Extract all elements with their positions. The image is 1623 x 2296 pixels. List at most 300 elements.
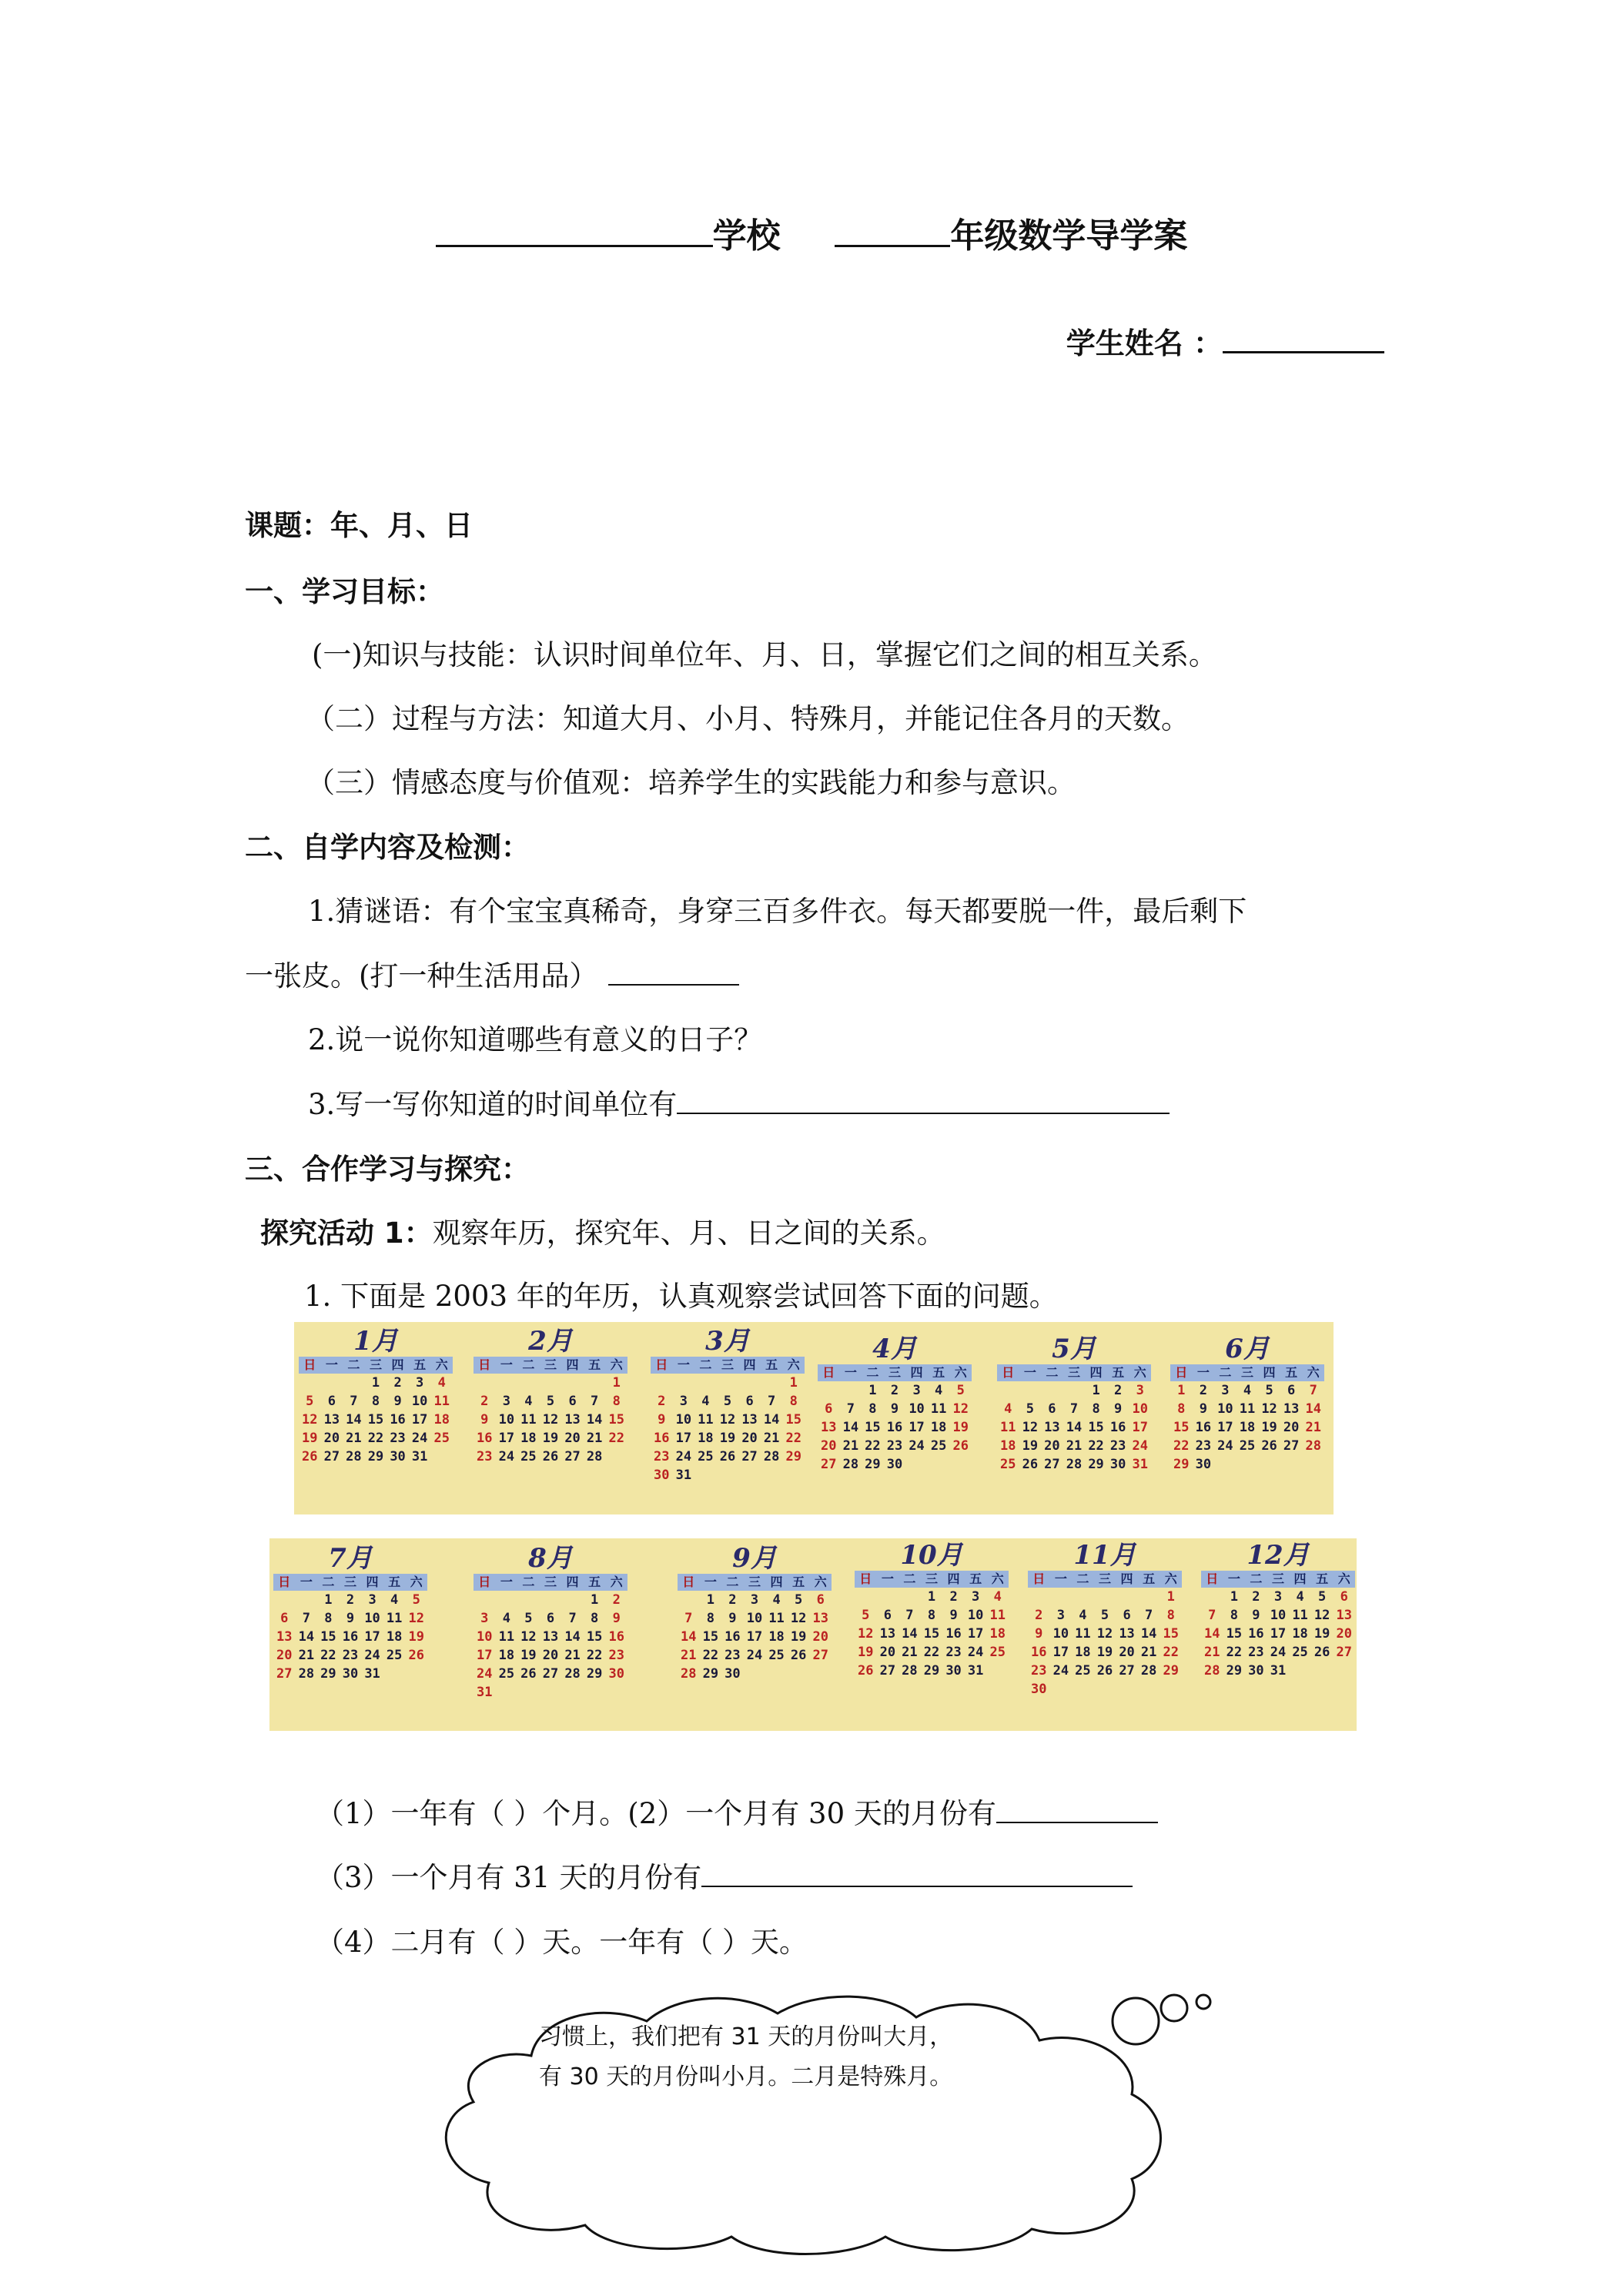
calendar-day: 19 <box>542 1431 559 1446</box>
calendar-day: 25 <box>1239 1438 1256 1454</box>
calendar-day: 6 <box>327 1394 336 1409</box>
calendar-day: 8 <box>591 1611 599 1626</box>
activity-text: 观察年历，探究年、月、日之间的关系。 <box>432 1217 945 1250</box>
calendar-day: 24 <box>1052 1663 1069 1678</box>
month-title: 10月 <box>900 1540 963 1571</box>
calendar-day: 11 <box>433 1394 450 1409</box>
calendar-day: 29 <box>320 1666 336 1682</box>
weekday-label: 六 <box>814 1575 827 1589</box>
activity-label: 探究活动 1： <box>260 1217 433 1250</box>
calendar-day: 10 <box>675 1412 692 1427</box>
weekday-label: 日 <box>1002 1365 1015 1380</box>
empty-day-cell <box>694 1374 717 1392</box>
question-3-calendar-text: （3）一个月有 31 天的月份有 <box>316 1861 702 1894</box>
weekday-header <box>997 1364 1151 1381</box>
calendar-day: 9 <box>346 1611 355 1626</box>
calendar-day: 20 <box>1336 1626 1352 1642</box>
calendar-day: 12 <box>408 1611 424 1626</box>
question-2: 2.说一说你知道哪些有意义的日子？ <box>308 1023 763 1056</box>
calendar-day: 19 <box>719 1431 736 1446</box>
weekday-header <box>474 1574 627 1591</box>
weekday-label: 六 <box>410 1575 423 1589</box>
calendar-day: 13 <box>741 1412 758 1427</box>
calendar-day: 17 <box>364 1629 380 1645</box>
calendar-day: 17 <box>746 1629 763 1645</box>
month-calendar <box>855 1540 1009 1680</box>
calendar-day: 28 <box>564 1666 581 1682</box>
weekday-label: 一 <box>1023 1365 1036 1380</box>
month-days <box>474 1374 627 1466</box>
empty-day-cell <box>299 1374 321 1392</box>
calendar-day: 2 <box>890 1383 899 1398</box>
weekday-label: 二 <box>726 1575 739 1589</box>
empty-day-cell <box>1094 1588 1116 1606</box>
weekday-label: 四 <box>770 1575 783 1589</box>
calendar-day: 11 <box>520 1412 537 1427</box>
calendar-day: 15 <box>923 1626 940 1642</box>
calendar-day: 29 <box>865 1457 881 1472</box>
calendar-day: 3 <box>1136 1383 1144 1398</box>
calendar-day: 17 <box>1052 1645 1069 1660</box>
calendar-day: 20 <box>564 1431 581 1446</box>
weekday-label: 五 <box>765 1357 778 1372</box>
calendar-day: 7 <box>568 1611 577 1626</box>
calendar-day: 13 <box>542 1629 559 1645</box>
calendar-day: 21 <box>1305 1420 1321 1435</box>
calendar-day: 2 <box>612 1592 621 1608</box>
calendar-day: 23 <box>886 1438 903 1454</box>
calendar-day: 1 <box>371 1375 380 1391</box>
weekday-label: 四 <box>566 1357 579 1372</box>
weekday-label: 三 <box>748 1575 761 1589</box>
calendar-day: 17 <box>1217 1420 1233 1435</box>
empty-day-cell <box>496 1591 518 1609</box>
calendar-day: 16 <box>724 1629 741 1645</box>
calendar-day: 23 <box>1195 1438 1212 1454</box>
calendar-day: 26 <box>790 1648 807 1663</box>
calendar-day: 24 <box>477 1666 493 1682</box>
school-blank[interactable] <box>436 216 713 247</box>
weekday-label: 五 <box>413 1357 427 1372</box>
activity-1 <box>260 1210 945 1251</box>
question-1-2-text: （1）一年有（ ）个月。(2）一个月有 30 天的月份有 <box>316 1797 996 1830</box>
calendar-day: 4 <box>1079 1608 1087 1623</box>
grade-blank[interactable] <box>835 216 950 247</box>
calendar-day: 18 <box>1075 1645 1091 1660</box>
calendar-day: 13 <box>1283 1401 1300 1417</box>
calendar-day: 1 <box>1177 1383 1186 1398</box>
weekday-label: 三 <box>1240 1365 1253 1380</box>
calendar-day: 18 <box>1239 1420 1256 1435</box>
calendar-day: 6 <box>1287 1383 1296 1398</box>
calendar-day: 15 <box>785 1412 801 1427</box>
calendar-day: 21 <box>842 1438 859 1454</box>
calendar-day: 23 <box>390 1431 406 1446</box>
weekday-label: 二 <box>522 1575 535 1589</box>
calendar-day: 27 <box>542 1666 559 1682</box>
calendar-day: 22 <box>1173 1438 1190 1454</box>
weekday-label: 一 <box>844 1365 857 1380</box>
weekday-label: 四 <box>1263 1365 1276 1380</box>
calendar-day: 13 <box>1044 1420 1060 1435</box>
calendar-day: 30 <box>1031 1682 1047 1697</box>
calendar-day: 12 <box>302 1412 318 1427</box>
calendar-day: 13 <box>821 1420 837 1435</box>
calendar-day: 23 <box>945 1645 962 1660</box>
month-title: 5月 <box>1052 1334 1096 1364</box>
weekday-label: 一 <box>704 1575 717 1589</box>
calendar-day: 24 <box>1132 1438 1148 1454</box>
calendar-day: 11 <box>930 1401 947 1417</box>
month-title: 8月 <box>528 1543 573 1574</box>
calendar-day: 15 <box>367 1412 384 1427</box>
calendar-day: 28 <box>763 1449 780 1464</box>
calendar-day: 11 <box>1000 1420 1016 1435</box>
calendar-day: 5 <box>795 1592 803 1608</box>
calendar-day: 19 <box>952 1420 969 1435</box>
month-days <box>273 1591 427 1683</box>
calendar-day: 8 <box>1166 1608 1175 1623</box>
calendar-day: 30 <box>608 1666 624 1682</box>
section1-heading: 一、学习目标： <box>245 575 444 608</box>
calendar-day: 19 <box>1096 1645 1113 1660</box>
calendar-day: 7 <box>846 1401 855 1417</box>
weekday-label: 三 <box>369 1357 382 1372</box>
calendar-day: 8 <box>706 1611 714 1626</box>
empty-day-cell <box>1201 1588 1223 1606</box>
month-days <box>1201 1588 1355 1680</box>
calendar-day: 6 <box>816 1592 825 1608</box>
calendar-day: 23 <box>1248 1645 1264 1660</box>
student-name-row <box>1066 320 1384 362</box>
weekday-label: 二 <box>522 1357 535 1372</box>
calendar-day: 26 <box>542 1449 559 1464</box>
weekday-label: 日 <box>478 1357 491 1372</box>
calendar-day: 28 <box>681 1666 697 1682</box>
weekday-label: 五 <box>1143 1571 1156 1586</box>
calendar-day: 20 <box>812 1629 828 1645</box>
calendar-day: 21 <box>1204 1645 1220 1660</box>
calendar-day: 18 <box>386 1629 403 1645</box>
topic-heading: 课题：年、月、日 <box>245 509 473 542</box>
weekday-label: 六 <box>1133 1365 1146 1380</box>
calendar-day: 24 <box>909 1438 925 1454</box>
calendar-day: 5 <box>1318 1589 1327 1605</box>
calendar-day: 18 <box>498 1648 515 1663</box>
weekday-label: 一 <box>677 1357 690 1372</box>
weekday-label: 一 <box>500 1575 513 1589</box>
weekday-label: 日 <box>1032 1571 1046 1586</box>
weekday-label: 六 <box>954 1365 967 1380</box>
calendar-day: 9 <box>480 1412 489 1427</box>
calendar-day: 16 <box>654 1431 670 1446</box>
empty-day-cell <box>1050 1588 1073 1606</box>
weekday-label: 六 <box>991 1571 1004 1586</box>
calendar-day: 8 <box>1230 1608 1238 1623</box>
weekday-label: 日 <box>1175 1365 1188 1380</box>
riddle-line-2-text: 一张皮。(打一种生活用品） <box>245 959 598 992</box>
weekday-label: 四 <box>910 1365 923 1380</box>
empty-day-cell <box>899 1588 921 1606</box>
student-name-blank[interactable] <box>1223 322 1384 353</box>
calendar-day: 4 <box>935 1383 943 1398</box>
calendar-day: 4 <box>502 1611 510 1626</box>
calendar-day: 16 <box>342 1629 359 1645</box>
calendar-day: 28 <box>1204 1663 1220 1678</box>
calendar-day: 26 <box>858 1663 874 1678</box>
goal-item-3: （三）情感态度与价值观：培养学生的实践能力和参与意识。 <box>306 766 1076 799</box>
calendar-day: 10 <box>477 1629 493 1645</box>
calendar-day: 2 <box>728 1592 737 1608</box>
calendar-day: 23 <box>654 1449 670 1464</box>
calendar-day: 27 <box>276 1666 293 1682</box>
calendar-day: 20 <box>821 1438 837 1454</box>
calendar-day: 7 <box>905 1608 914 1623</box>
calendar-day: 9 <box>393 1394 402 1409</box>
calendar-day: 27 <box>1044 1457 1060 1472</box>
month-calendar <box>997 1334 1151 1474</box>
calendar-day: 6 <box>546 1611 555 1626</box>
weekday-header <box>855 1571 1009 1588</box>
weekday-label: 二 <box>1046 1365 1059 1380</box>
empty-day-cell <box>1028 1588 1050 1606</box>
calendar-day: 22 <box>586 1648 603 1663</box>
month-days <box>1028 1588 1182 1699</box>
calendar-day: 3 <box>502 1394 510 1409</box>
calendar-day: 2 <box>480 1394 489 1409</box>
calendar-day: 2 <box>658 1394 666 1409</box>
calendar-day: 17 <box>967 1626 984 1642</box>
riddle-answer-blank[interactable] <box>608 958 739 986</box>
weekday-label: 一 <box>1196 1365 1210 1380</box>
month-title: 7月 <box>328 1543 373 1574</box>
empty-day-cell <box>517 1591 540 1609</box>
calendar-day: 24 <box>411 1431 428 1446</box>
calendar-day: 21 <box>586 1431 603 1446</box>
page-title <box>0 208 1623 257</box>
goal-item-2: （二）过程与方法：知道大月、小月、特殊月，并能记住各月的天数。 <box>306 702 1190 735</box>
calendar-day: 31 <box>477 1685 493 1700</box>
calendar-day: 21 <box>763 1431 780 1446</box>
calendar-day: 14 <box>1066 1420 1083 1435</box>
calendar-day: 4 <box>1296 1589 1304 1605</box>
weekday-header <box>1201 1571 1355 1588</box>
calendar-day: 27 <box>812 1648 828 1663</box>
empty-day-cell <box>496 1374 518 1392</box>
riddle-line-2 <box>245 952 739 994</box>
empty-day-cell <box>818 1381 840 1400</box>
calendar-day: 22 <box>785 1431 801 1446</box>
calendar-day: 25 <box>433 1431 450 1446</box>
section2-heading: 二、自学内容及检测： <box>245 831 530 864</box>
calendar-day: 22 <box>608 1431 624 1446</box>
calendar-day: 25 <box>386 1648 403 1663</box>
weekday-header <box>299 1357 453 1374</box>
calendar-day: 25 <box>989 1645 1006 1660</box>
calendar-day: 21 <box>1140 1645 1157 1660</box>
calendar-day: 17 <box>411 1412 428 1427</box>
month-calendar <box>818 1334 972 1474</box>
calendar-day: 27 <box>821 1457 837 1472</box>
weekday-label: 四 <box>947 1571 960 1586</box>
calendar-day: 31 <box>1132 1457 1148 1472</box>
calendar-day: 14 <box>842 1420 859 1435</box>
calendar-day: 26 <box>408 1648 424 1663</box>
calendar-day: 2 <box>1199 1383 1207 1398</box>
calendar-day: 8 <box>371 1394 380 1409</box>
calendar-day: 15 <box>1163 1626 1179 1642</box>
bubble-line-1: 习惯上，我们把有 31 天的月份叫大月， <box>539 2023 953 2050</box>
calendar-day: 18 <box>930 1420 947 1435</box>
calendar-day: 29 <box>1173 1457 1190 1472</box>
weekday-label: 日 <box>859 1571 872 1586</box>
month-calendar <box>1028 1540 1182 1699</box>
calendar-day: 8 <box>927 1608 936 1623</box>
calendar-day: 23 <box>1031 1663 1047 1678</box>
calendar-day: 17 <box>498 1431 515 1446</box>
weekday-label: 三 <box>544 1575 557 1589</box>
weekday-header <box>678 1574 832 1591</box>
calendar-day: 25 <box>768 1648 785 1663</box>
empty-day-cell <box>1138 1588 1160 1606</box>
empty-day-cell <box>651 1374 673 1392</box>
calendar-day: 14 <box>346 1412 362 1427</box>
calendar-day: 6 <box>883 1608 892 1623</box>
empty-day-cell <box>673 1374 695 1392</box>
calendar-day: 20 <box>1044 1438 1060 1454</box>
calendar-day: 4 <box>390 1592 399 1608</box>
calendar-day: 14 <box>586 1412 603 1427</box>
month-days <box>678 1591 832 1683</box>
weekday-label: 日 <box>478 1575 491 1589</box>
empty-day-cell <box>1072 1588 1094 1606</box>
calendar-day: 24 <box>746 1648 763 1663</box>
calendar-day: 30 <box>1195 1457 1212 1472</box>
calendar-day: 6 <box>1340 1589 1348 1605</box>
calendar-day: 30 <box>654 1468 670 1483</box>
weekday-label: 二 <box>866 1365 879 1380</box>
calendar-day: 7 <box>768 1394 776 1409</box>
calendar-day: 6 <box>1123 1608 1131 1623</box>
calendar-day: 28 <box>842 1457 859 1472</box>
month-days <box>818 1381 972 1474</box>
calendar-day: 1 <box>789 1375 798 1391</box>
weekday-label: 四 <box>566 1575 579 1589</box>
calendar-day: 31 <box>1270 1663 1287 1678</box>
weekday-label: 日 <box>1206 1571 1219 1586</box>
calendar-day: 22 <box>1163 1645 1179 1660</box>
calendar-day: 4 <box>772 1592 781 1608</box>
thirty-one-day-months-blank[interactable] <box>701 1859 1133 1887</box>
calendar-day: 7 <box>684 1611 693 1626</box>
month-calendar <box>299 1326 453 1466</box>
calendar-day: 25 <box>1075 1663 1091 1678</box>
calendar-day: 11 <box>1292 1608 1308 1623</box>
calendar-day: 26 <box>1022 1457 1039 1472</box>
weekday-label: 一 <box>1227 1571 1240 1586</box>
calendar-day: 26 <box>520 1666 537 1682</box>
calendar-day: 13 <box>812 1611 828 1626</box>
calendar-day: 13 <box>323 1412 340 1427</box>
calendar-day: 4 <box>437 1375 446 1391</box>
empty-day-cell <box>296 1591 318 1609</box>
weekday-label: 日 <box>682 1575 695 1589</box>
calendar-day: 31 <box>411 1449 428 1464</box>
calendar-day: 9 <box>1252 1608 1260 1623</box>
calendar-day: 10 <box>909 1401 925 1417</box>
calendar-day: 22 <box>1088 1438 1104 1454</box>
empty-day-cell <box>761 1374 783 1392</box>
calendar-day: 28 <box>902 1663 918 1678</box>
calendar-day: 28 <box>1305 1438 1321 1454</box>
calendar-day: 27 <box>1336 1645 1352 1660</box>
calendar-day: 10 <box>364 1611 380 1626</box>
calendar-day: 27 <box>564 1449 581 1464</box>
calendar-day: 9 <box>949 1608 958 1623</box>
calendar-day: 22 <box>1226 1645 1243 1660</box>
calendar-day: 17 <box>477 1648 493 1663</box>
thirty-day-months-blank[interactable] <box>996 1796 1158 1823</box>
calendar-day: 9 <box>1199 1401 1207 1417</box>
month-title: 2月 <box>528 1326 573 1357</box>
calendar-day: 17 <box>909 1420 925 1435</box>
calendar-day: 11 <box>698 1412 714 1427</box>
empty-day-cell <box>877 1588 899 1606</box>
calendar-day: 12 <box>790 1611 807 1626</box>
calendar-day: 21 <box>1066 1438 1083 1454</box>
calendar-day: 20 <box>1119 1645 1135 1660</box>
calendar-day: 6 <box>568 1394 577 1409</box>
bubble-line-2: 有 30 天的月份叫小月。二月是特殊月。 <box>539 2063 953 2090</box>
calendar-day: 3 <box>972 1589 980 1605</box>
calendar-day: 7 <box>350 1394 358 1409</box>
calendar-day: 18 <box>698 1431 714 1446</box>
weekday-label: 一 <box>325 1357 338 1372</box>
weekday-label: 五 <box>969 1571 982 1586</box>
calendar-day: 25 <box>930 1438 947 1454</box>
student-label: 学生姓名 ： <box>1066 326 1223 360</box>
calendar-day: 2 <box>393 1375 402 1391</box>
calendar-day: 26 <box>952 1438 969 1454</box>
grade-title: 年级数学导学案 <box>950 216 1188 256</box>
calendar-day: 9 <box>1114 1401 1123 1417</box>
calendar-day: 31 <box>364 1666 380 1682</box>
calendar-day: 23 <box>1109 1438 1126 1454</box>
month-calendar <box>474 1543 627 1702</box>
time-units-blank[interactable] <box>677 1086 1170 1114</box>
bubble-text <box>539 2017 952 2097</box>
weekday-header <box>474 1357 627 1374</box>
calendar-day: 12 <box>858 1626 874 1642</box>
calendar-day: 26 <box>719 1449 736 1464</box>
weekday-header <box>273 1574 427 1591</box>
calendar-day: 1 <box>868 1383 877 1398</box>
calendar-day: 30 <box>1248 1663 1264 1678</box>
calendar-day: 24 <box>498 1449 515 1464</box>
calendar-day: 14 <box>298 1629 315 1645</box>
empty-day-cell <box>561 1374 584 1392</box>
calendar-day: 18 <box>768 1629 785 1645</box>
calendar-day: 5 <box>306 1394 314 1409</box>
calendar-day: 22 <box>923 1645 940 1660</box>
calendar-day: 4 <box>993 1589 1002 1605</box>
calendar-day: 28 <box>586 1449 603 1464</box>
calendar-day: 5 <box>1265 1383 1273 1398</box>
empty-day-cell <box>517 1374 540 1392</box>
empty-day-cell <box>1019 1381 1042 1400</box>
calendar-day: 28 <box>298 1666 315 1682</box>
calendar-day: 15 <box>1088 1420 1104 1435</box>
